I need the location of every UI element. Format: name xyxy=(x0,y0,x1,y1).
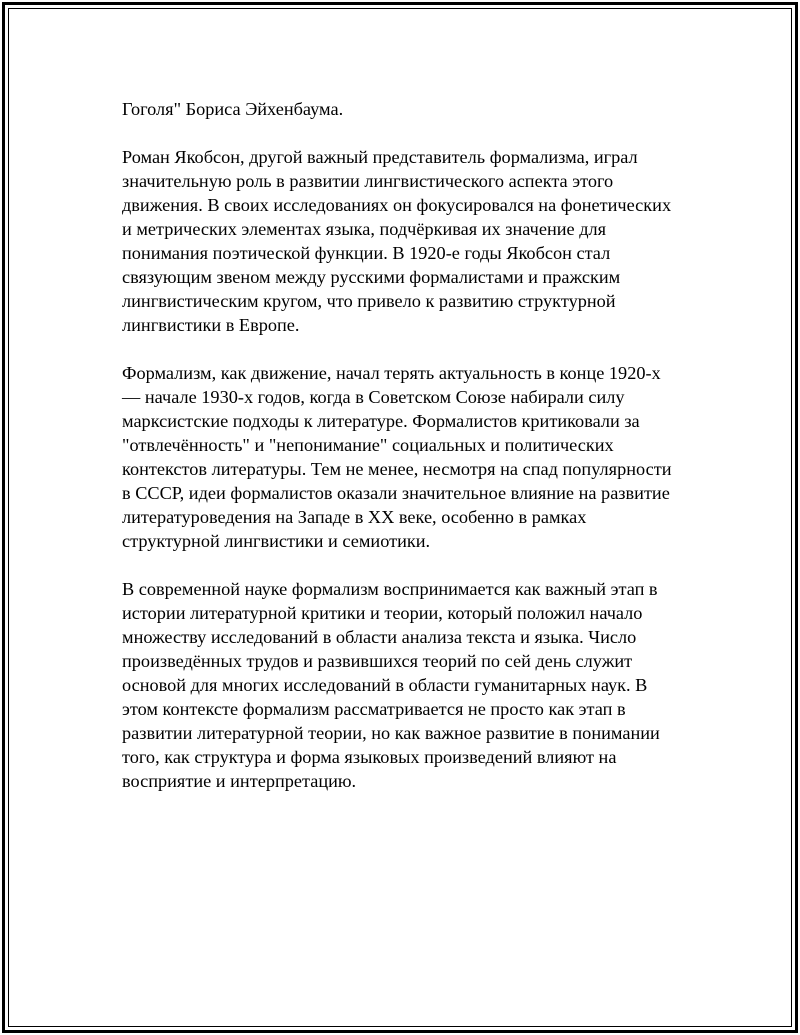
text-line: понимания поэтической функции. В 1920-е годы Якобсон стал xyxy=(122,243,611,263)
text-line: структурной лингвистики и семиотики. xyxy=(122,531,431,551)
text-line: "отвлечённость" и "непонимание" социальных и политических xyxy=(122,435,614,455)
paragraph-4 xyxy=(122,577,707,793)
text-line: основой для многих исследований в области гуманитарных наук. В xyxy=(122,675,648,695)
text-line: Формализм, как движение, начал терять актуальность в конце 1920-х xyxy=(122,363,661,383)
text-line: в СССР, идеи формалистов оказали значительное влияние на развитие xyxy=(122,483,670,503)
text-line: истории литературной критики и теории, который положил начало xyxy=(122,603,643,623)
paragraph-2 xyxy=(122,145,707,337)
text-line: связующим звеном между русскими формалистами и пражским xyxy=(122,267,621,287)
text-line: В современной науке формализм воспринимается как важный этап в xyxy=(122,579,658,599)
paragraph-3 xyxy=(122,361,707,553)
text-line: марксистские подходы к литературе. Формалистов критиковали за xyxy=(122,411,640,431)
text-line: Гоголя" Бориса Эйхенбаума. xyxy=(122,99,344,119)
text-line: восприятие и интерпретацию. xyxy=(122,771,357,791)
text-line: Роман Якобсон, другой важный представитель формализма, играл xyxy=(122,147,638,167)
text-line: — начале 1930-х годов, когда в Советском Союзе набирали силу xyxy=(122,387,625,407)
text-line: этом контексте формализм рассматривается не просто как этап в xyxy=(122,699,626,719)
page-border xyxy=(2,2,798,1033)
text-line: лингвистики в Европе. xyxy=(122,315,300,335)
text-line: того, как структура и форма языковых произведений влияют на xyxy=(122,747,617,767)
text-line: движения. В своих исследованиях он фокусировался на фонетических xyxy=(122,195,672,215)
text-line: литературоведения на Западе в XX веке, особенно в рамках xyxy=(122,507,587,527)
text-line: множеству исследований в области анализа текста и языка. Число xyxy=(122,627,637,647)
document-body xyxy=(122,97,707,817)
text-line: значительную роль в развитии лингвистического аспекта этого xyxy=(122,171,614,191)
text-line: лингвистическим кругом, что привело к развитию структурной xyxy=(122,291,616,311)
text-line: контекстов литературы. Тем не менее, несмотря на спад популярности xyxy=(122,459,672,479)
text-line: произведённых трудов и развившихся теорий по сей день служит xyxy=(122,651,633,671)
paragraph-1 xyxy=(122,97,707,121)
text-line: развитии литературной теории, но как важное развитие в понимании xyxy=(122,723,660,743)
text-line: и метрических элементах языка, подчёркивая их значение для xyxy=(122,219,607,239)
